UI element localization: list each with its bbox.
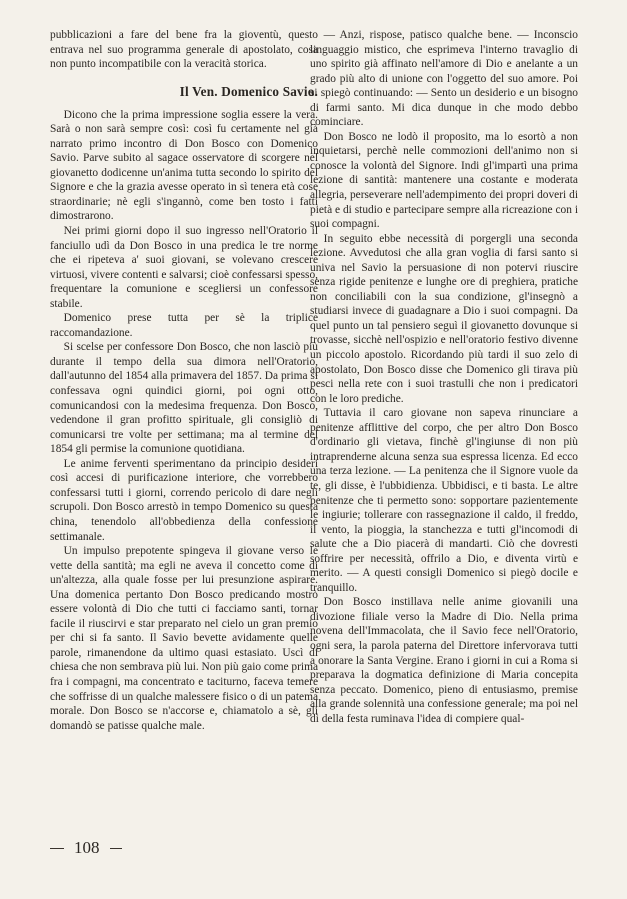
paragraph: pubblicazioni a fare del bene fra la gioventù, questo entrava nel suo programma generale di apostolato, cosa non punto incompatibile con la veracità storica.	[50, 29, 318, 71]
footer-dash	[50, 848, 64, 849]
paragraph: Don Bosco instillava nelle anime giovanili una divozione filiale verso la Madre di Dio. Nella prima novena dell'Immacolata, che il Savio fece nell'Oratorio, ogni sera, la parola paterna del Direttore infervorava tutti a onorare la Santa Vergine. Erano i giorni in cui a Roma si preparava la dogmatica definizione di Maria concepita senza peccato. Domenico, pieno di entusiasmo, premise alla grande solennità una confessione generale; ma poi nel dì della festa ruminava l'idea di compiere qual-	[310, 596, 578, 725]
paragraph: Tuttavia il caro giovane non sapeva rinunciare a penitenze afflittive del corpo, che per altro Don Bosco d'ordinario gli vietava, finchè gl'ingiunse di non più intraprenderne alcuna senza sua espressa licenza. Ed ecco una terza lezione. — La penitenza che il Signore vuole da te, gli disse, è l'ubbidienza. Ubbidisci, e ti basta. Le altre penitenze che ti permetto sono: sopportare pazientemente le ingiurie; tollerare con rassegnazione il caldo, il freddo, il vento, la pioggia, la stanchezza e tutti gl'incomodi di salute che a Dio piacerà di mandarti. Ciò che dovresti soffrire per necessità, offrilo a Dio, e diventa virtù e merito. — A questi consigli Domenico si piegò docile e tranquillo.	[310, 407, 578, 594]
paragraph: Nei primi giorni dopo il suo ingresso nell'Oratorio il fanciullo udì da Don Bosco in una predica le tre norme che ei ripeteva a' suoi giovani, se volevano crescere virtuosi, vivere contenti e salvarsi; cioè confessarsi spesso, frequentare la comunione e scegliersi un confessore stabile.	[50, 225, 318, 310]
paragraph: Si scelse per confessore Don Bosco, che non lasciò più durante il tempo della sua dimora nell'Oratorio, dall'autunno del 1854 alla primavera del 1857. Da prima si confessava ogni quindici giorni, poi ogni otto, comunicandosi con la medesima frequenza. Don Bosco, vedendone il gran profitto spirituale, gli consigliò di comunicarsi tre volte per settimana; ma al termine del 1854 gli permise la comunione quotidiana.	[50, 341, 318, 456]
paragraph: Un impulso prepotente spingeva il giovane verso le vette della santità; ma egli ne aveva il concetto come di un'altezza, alla quale fosse per lui presunzione aspirare. Una domenica pertanto Don Bosco predicando mostrò essere volontà di Dio che tutti ci facciamo santi, tornar facile il riuscirvi e star preparato nel cielo un gran premio per chi si fa santo. Il Savio bevette avidamente quelle parole, rimanendone da ultimo quasi estasiato. Uscì di chiesa che non sembrava più lui. Non più gaio come prima fra i compagni, ma concentrato e taciturno, faceva temere che soffrisse di un qualche malessere fisico o di un patema morale. Don Bosco se n'accorse e, chiamatolo a sè, gli domandò se patisse qualche male.	[50, 545, 318, 732]
paragraph: Le anime ferventi sperimentano da principio desideri così accesi di purificazione interiore, che vorrebbero confessarsi tutti i giorni, correndo pericolo di dare negli scrupoli. Don Bosco arrestò in tempo Domenico su questa china, tenendolo all'obbedienza della confessione settimanale.	[50, 457, 318, 543]
left-column	[50, 28, 318, 733]
page-footer	[50, 838, 170, 858]
section-heading: Il Ven. Domenico Savio.	[179, 83, 318, 99]
right-column	[310, 28, 578, 726]
paragraph: Domenico prese tutta per sè la triplice raccomandazione.	[50, 312, 318, 339]
paragraph: — Anzi, rispose, patisco qualche bene. — Inconscio linguaggio mistico, che esprimeva l'interno travaglio di uno spirito già affinato nell'amore di Dio e anelante a un grado più alto di unione con l'oggetto del suo amore. Poi si spiegò continuando: — Sento un desiderio e un bisogno di farmi santo. Mi dica dunque in che modo debbo cominciare.	[310, 29, 578, 129]
paragraph: Don Bosco ne lodò il proposito, ma lo esortò a non inquietarsi, perchè nelle commozioni dell'animo non si conosce la volontà del Signore. Indi gl'impartì una prima lezione di santità: mantenere una costante e moderata allegria, perseverare nell'adempimento dei propri doveri di pietà e di studio e partecipare sempre alla ricreazione con i suoi compagni.	[310, 130, 578, 231]
footer-dash	[110, 848, 122, 849]
paragraph: In seguito ebbe necessità di porgergli una seconda lezione. Avvedutosi che alla gran voglia di farsi santo si univa nel Savio la persuasione di non potervi riuscire senza rigide penitenze e lunghe ore di preghiera, pratiche non conciliabili con la sua condizione, gl'insegnò a studiarsi invece di guadagnare a Dio i suoi compagni. Da quel punto un tal pensiero seguì il giovanetto dovunque si trovasse, sicchè nell'ospizio e nell'oratorio festivo divenne un piccolo apostolo. Ricordando più tardi il suo zelo di apostolato, Don Bosco disse che Domenico gli tirava più pesci nella rete con i suoi trastulli che non i predicatori con le loro prediche.	[310, 232, 578, 405]
page-number: 108	[74, 838, 100, 857]
paragraph: Dicono che la prima impressione soglia essere la vera. Sarà o non sarà sempre così: così fu certamente nel già narrato primo incontro di Don Bosco con Domenico Savio. Parve subito al sagace osservatore di scorgere nel giovanetto dodicenne un'anima tutta secondo lo spirito del Signore e che la grazia avesse operato in sì tenera età cose straordinarie; nè egli s'ingannò, come ben tosto i fatti dimostrarono.	[50, 108, 318, 223]
